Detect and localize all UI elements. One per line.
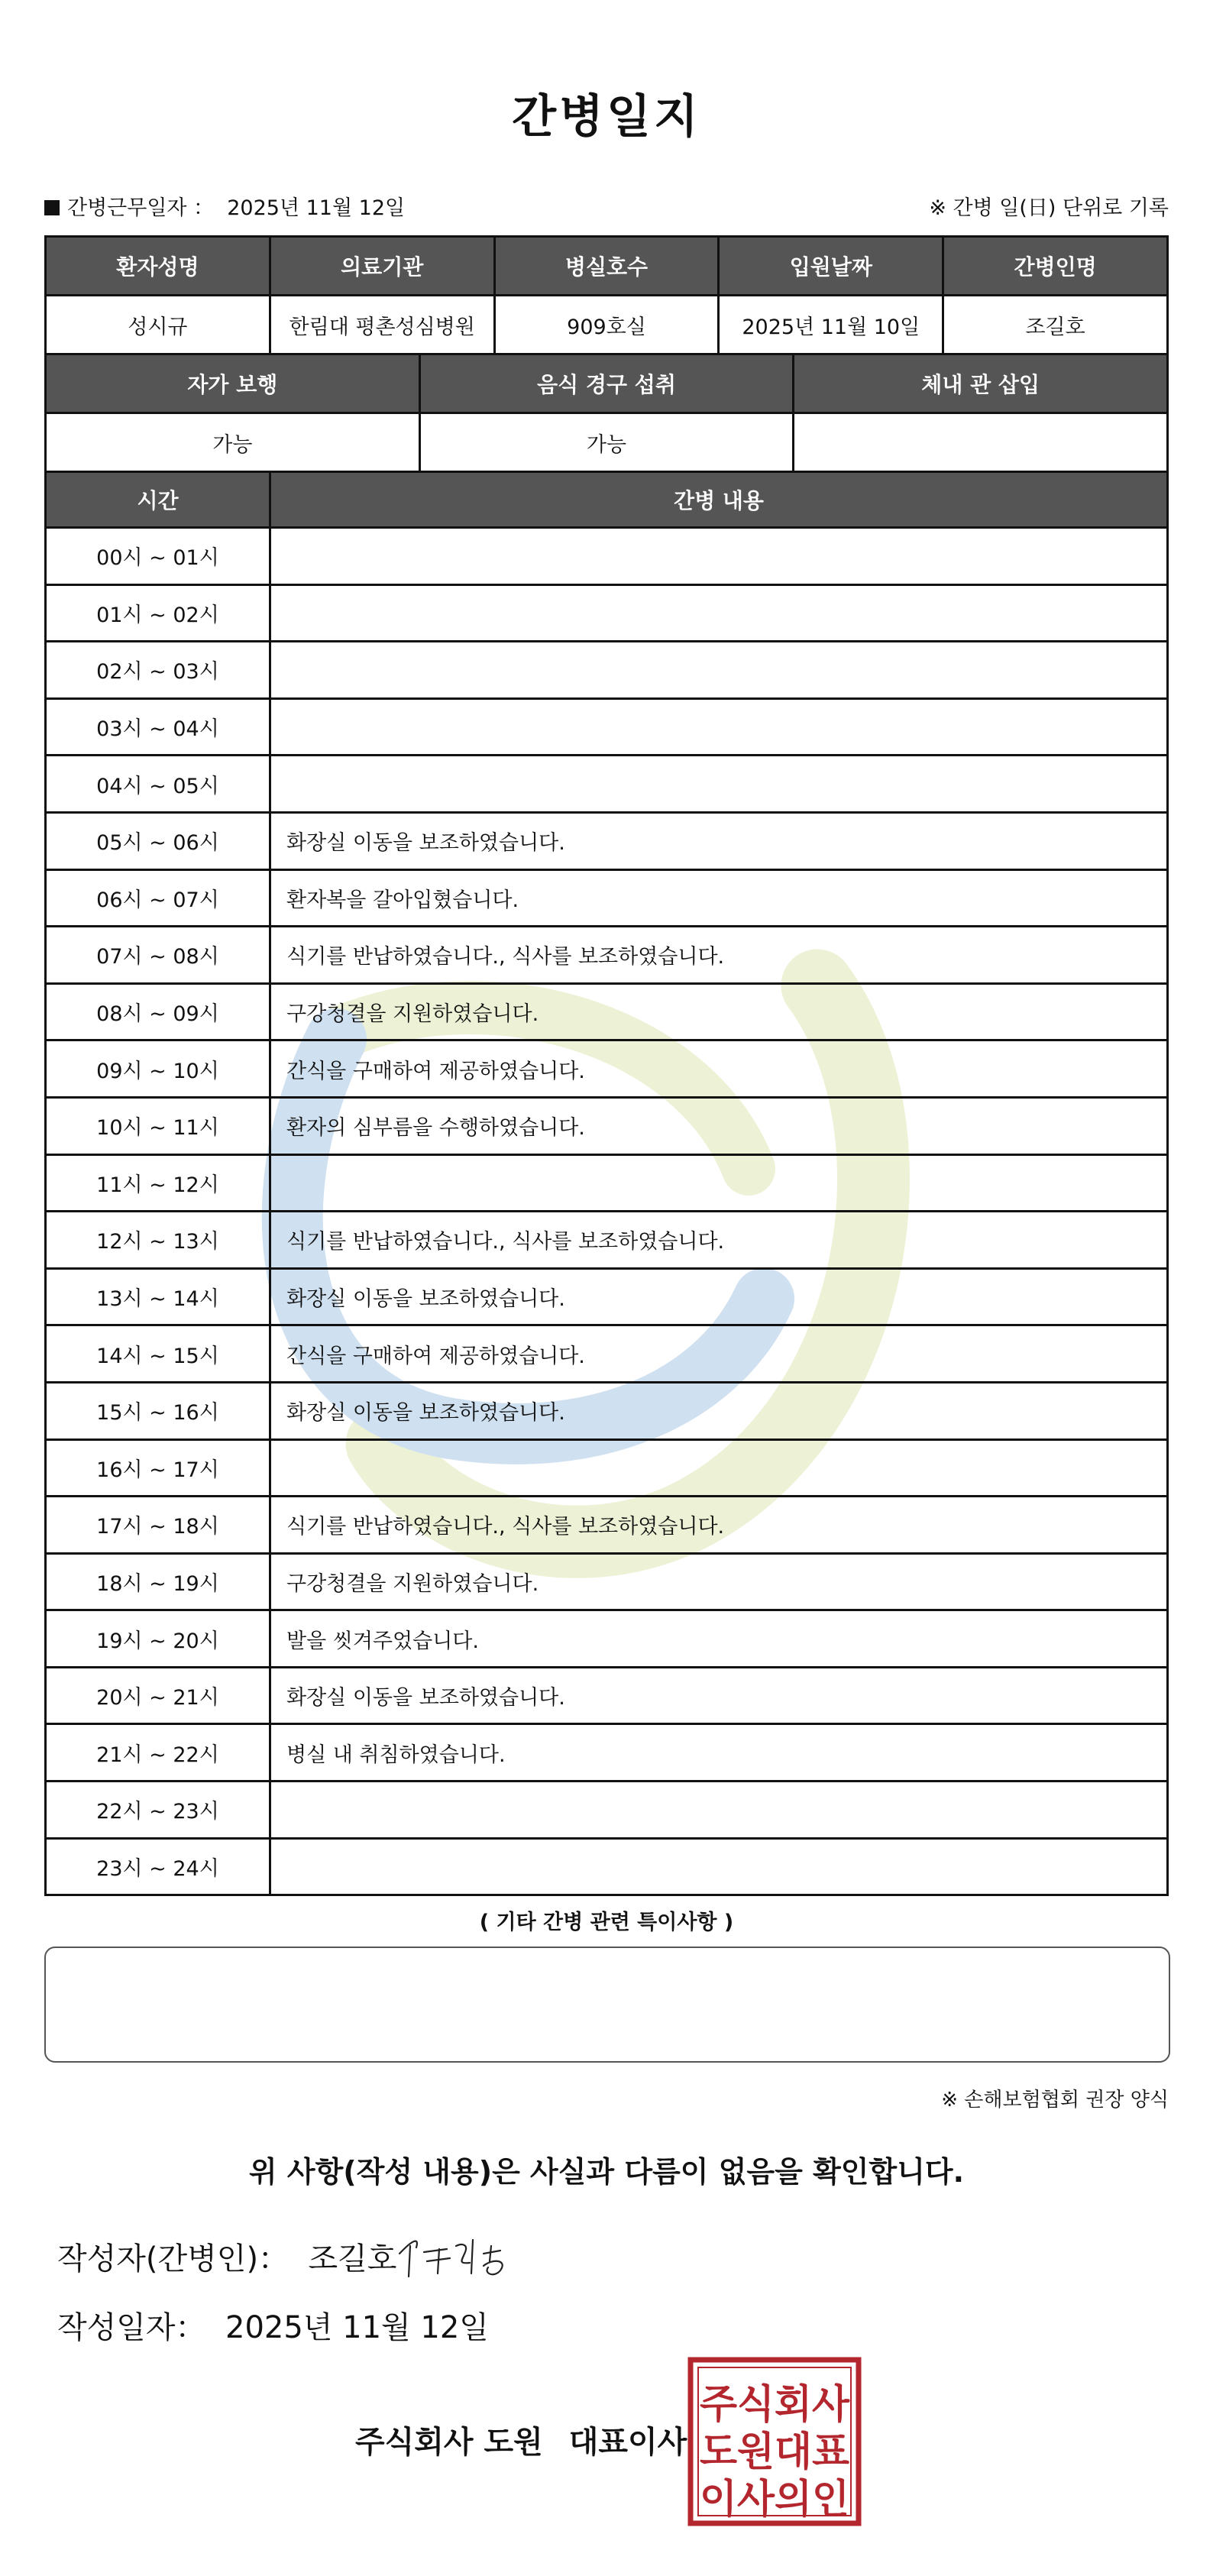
table-row bbox=[46, 983, 1168, 1040]
room-number: 909호실 bbox=[494, 296, 719, 354]
table-row bbox=[46, 1325, 1168, 1383]
care-content-cell: 병실 내 취침하였습니다. bbox=[270, 1724, 1168, 1782]
writer-line bbox=[57, 2235, 396, 2278]
time-cell: 11시 ~ 12시 bbox=[46, 1154, 270, 1212]
header-oral-intake: 음식 경구 섭취 bbox=[419, 354, 794, 413]
table-row bbox=[46, 869, 1168, 927]
header-time: 시간 bbox=[46, 472, 270, 528]
care-content-cell: 화장실 이동을 보조하였습니다. bbox=[270, 1382, 1168, 1439]
care-content-cell: 화장실 이동을 보조하였습니다. bbox=[270, 1268, 1168, 1325]
table-row bbox=[46, 1268, 1168, 1325]
care-content-cell: 간식을 구매하여 제공하였습니다. bbox=[270, 1040, 1168, 1098]
company-line bbox=[355, 2418, 687, 2461]
table-row bbox=[46, 642, 1168, 699]
table-row bbox=[46, 1782, 1168, 1839]
admission-date: 2025년 11월 10일 bbox=[719, 296, 943, 354]
time-cell: 02시 ~ 03시 bbox=[46, 642, 270, 699]
time-cell: 15시 ~ 16시 bbox=[46, 1382, 270, 1439]
care-content-cell: 식기를 반납하였습니다., 식사를 보조하였습니다. bbox=[270, 1212, 1168, 1269]
header-patient-name: 환자성명 bbox=[46, 237, 270, 296]
care-content-cell: 발을 씻겨주었습니다. bbox=[270, 1610, 1168, 1668]
time-cell: 23시 ~ 24시 bbox=[46, 1838, 270, 1895]
time-cell: 18시 ~ 19시 bbox=[46, 1553, 270, 1610]
header-room: 병실호수 bbox=[494, 237, 719, 296]
hospital-name: 한림대 평촌성심병원 bbox=[270, 296, 494, 354]
time-cell: 07시 ~ 08시 bbox=[46, 927, 270, 984]
time-cell: 08시 ~ 09시 bbox=[46, 983, 270, 1040]
care-content-cell bbox=[270, 1154, 1168, 1212]
page-title: 간병일지 bbox=[512, 90, 701, 144]
care-content-cell: 간식을 구매하여 제공하였습니다. bbox=[270, 1325, 1168, 1383]
care-content-cell: 식기를 반납하였습니다., 식사를 보조하였습니다. bbox=[270, 1497, 1168, 1554]
header-admission-date: 입원날짜 bbox=[719, 237, 943, 296]
table-row bbox=[46, 1667, 1168, 1724]
time-cell: 01시 ~ 02시 bbox=[46, 584, 270, 642]
care-content-cell: 화장실 이동을 보조하였습니다. bbox=[270, 1667, 1168, 1724]
table-row bbox=[46, 756, 1168, 813]
care-content-cell: 식기를 반납하였습니다., 식사를 보조하였습니다. bbox=[270, 927, 1168, 984]
care-content-cell bbox=[270, 756, 1168, 813]
time-cell: 03시 ~ 04시 bbox=[46, 698, 270, 756]
time-cell: 22시 ~ 23시 bbox=[46, 1782, 270, 1839]
self-walking-value: 가능 bbox=[46, 413, 420, 472]
patient-info-header-row bbox=[46, 237, 1168, 296]
table-row bbox=[46, 528, 1168, 585]
work-date-value: 2025년 11월 12일 bbox=[227, 196, 406, 220]
table-row bbox=[46, 584, 1168, 642]
company-name: 주식회사 도원 bbox=[355, 2425, 543, 2460]
table-row bbox=[46, 1497, 1168, 1554]
time-cell: 10시 ~ 11시 bbox=[46, 1097, 270, 1154]
time-cell: 21시 ~ 22시 bbox=[46, 1724, 270, 1782]
care-content-cell bbox=[270, 1439, 1168, 1497]
writer-label: 작성자(간병인)： bbox=[57, 2241, 290, 2277]
table-row bbox=[46, 1439, 1168, 1497]
time-cell: 17시 ~ 18시 bbox=[46, 1497, 270, 1554]
table-row bbox=[46, 1097, 1168, 1154]
svg-text:이사의인: 이사의인 bbox=[700, 2477, 849, 2523]
header-self-walking: 자가 보행 bbox=[46, 354, 420, 413]
table-row bbox=[46, 927, 1168, 984]
table-row bbox=[46, 1553, 1168, 1610]
caregiver-name: 조길호 bbox=[943, 296, 1168, 354]
time-cell: 06시 ~ 07시 bbox=[46, 869, 270, 927]
time-cell: 19시 ~ 20시 bbox=[46, 1610, 270, 1668]
work-date-line bbox=[44, 191, 405, 221]
care-content-cell bbox=[270, 528, 1168, 585]
recommended-form-note: ※ 손해보험협회 권장 양식 bbox=[941, 2089, 1169, 2112]
care-content-cell bbox=[270, 1838, 1168, 1895]
care-content-cell: 구강청결을 지원하였습니다. bbox=[270, 1553, 1168, 1610]
status-value-row bbox=[46, 413, 1168, 472]
table-row bbox=[46, 698, 1168, 756]
square-bullet-icon bbox=[44, 200, 60, 215]
care-content-cell: 환자의 심부름을 수행하였습니다. bbox=[270, 1097, 1168, 1154]
care-log-header-row bbox=[46, 472, 1168, 528]
writer-name: 조길호 bbox=[308, 2241, 397, 2277]
write-date-value: 2025년 11월 12일 bbox=[225, 2310, 489, 2345]
time-cell: 09시 ~ 10시 bbox=[46, 1040, 270, 1098]
time-cell: 05시 ~ 06시 bbox=[46, 812, 270, 869]
time-cell: 00시 ~ 01시 bbox=[46, 528, 270, 585]
time-cell: 12시 ~ 13시 bbox=[46, 1212, 270, 1269]
status-header-row bbox=[46, 354, 1168, 413]
confirmation-statement: 위 사항(작성 내용)은 사실과 다름이 없음을 확인합니다. bbox=[248, 2155, 965, 2189]
header-care-content: 간병 내용 bbox=[270, 472, 1168, 528]
header-hospital: 의료기관 bbox=[270, 237, 494, 296]
table-row bbox=[46, 1040, 1168, 1098]
time-cell: 04시 ~ 05시 bbox=[46, 756, 270, 813]
table-row bbox=[46, 812, 1168, 869]
time-cell: 20시 ~ 21시 bbox=[46, 1667, 270, 1724]
time-cell: 16시 ~ 17시 bbox=[46, 1439, 270, 1497]
care-content-cell bbox=[270, 642, 1168, 699]
care-content-cell bbox=[270, 698, 1168, 756]
header-caregiver: 간병인명 bbox=[943, 237, 1168, 296]
svg-text:도원대표: 도원대표 bbox=[700, 2429, 849, 2475]
write-date-line bbox=[57, 2303, 489, 2347]
patient-name: 성시규 bbox=[46, 296, 270, 354]
work-date-label: 간병근무일자 ： bbox=[67, 196, 215, 220]
patient-status-table bbox=[44, 353, 1169, 473]
patient-info-table bbox=[44, 235, 1169, 355]
table-row bbox=[46, 1724, 1168, 1782]
time-cell: 13시 ~ 14시 bbox=[46, 1268, 270, 1325]
record-unit-note: ※ 간병 일(日) 단위로 기록 bbox=[929, 196, 1169, 220]
company-seal-stamp bbox=[687, 2357, 862, 2526]
care-content-cell bbox=[270, 584, 1168, 642]
time-cell: 14시 ~ 15시 bbox=[46, 1325, 270, 1383]
care-content-cell bbox=[270, 1782, 1168, 1839]
table-row bbox=[46, 1212, 1168, 1269]
representative-title: 대표이사 bbox=[568, 2425, 687, 2460]
care-content-cell: 화장실 이동을 보조하였습니다. bbox=[270, 812, 1168, 869]
oral-intake-value: 가능 bbox=[419, 413, 794, 472]
patient-info-value-row bbox=[46, 296, 1168, 354]
header-tube-insertion: 체내 관 삽입 bbox=[794, 354, 1168, 413]
handwritten-signature bbox=[393, 2223, 531, 2284]
table-row bbox=[46, 1154, 1168, 1212]
table-row bbox=[46, 1610, 1168, 1668]
care-content-cell: 구강청결을 지원하였습니다. bbox=[270, 983, 1168, 1040]
tube-insertion-value bbox=[794, 413, 1168, 472]
write-date-label: 작성일자： bbox=[57, 2310, 206, 2345]
svg-text:주식회사: 주식회사 bbox=[700, 2382, 850, 2428]
special-notes-box bbox=[44, 1947, 1170, 2063]
table-row bbox=[46, 1382, 1168, 1439]
table-row bbox=[46, 1838, 1168, 1895]
care-log-table bbox=[44, 471, 1169, 1896]
care-content-cell: 환자복을 갈아입혔습니다. bbox=[270, 869, 1168, 927]
special-notes-title: ( 기타 간병 관련 특이사항 ) bbox=[479, 1911, 734, 1934]
